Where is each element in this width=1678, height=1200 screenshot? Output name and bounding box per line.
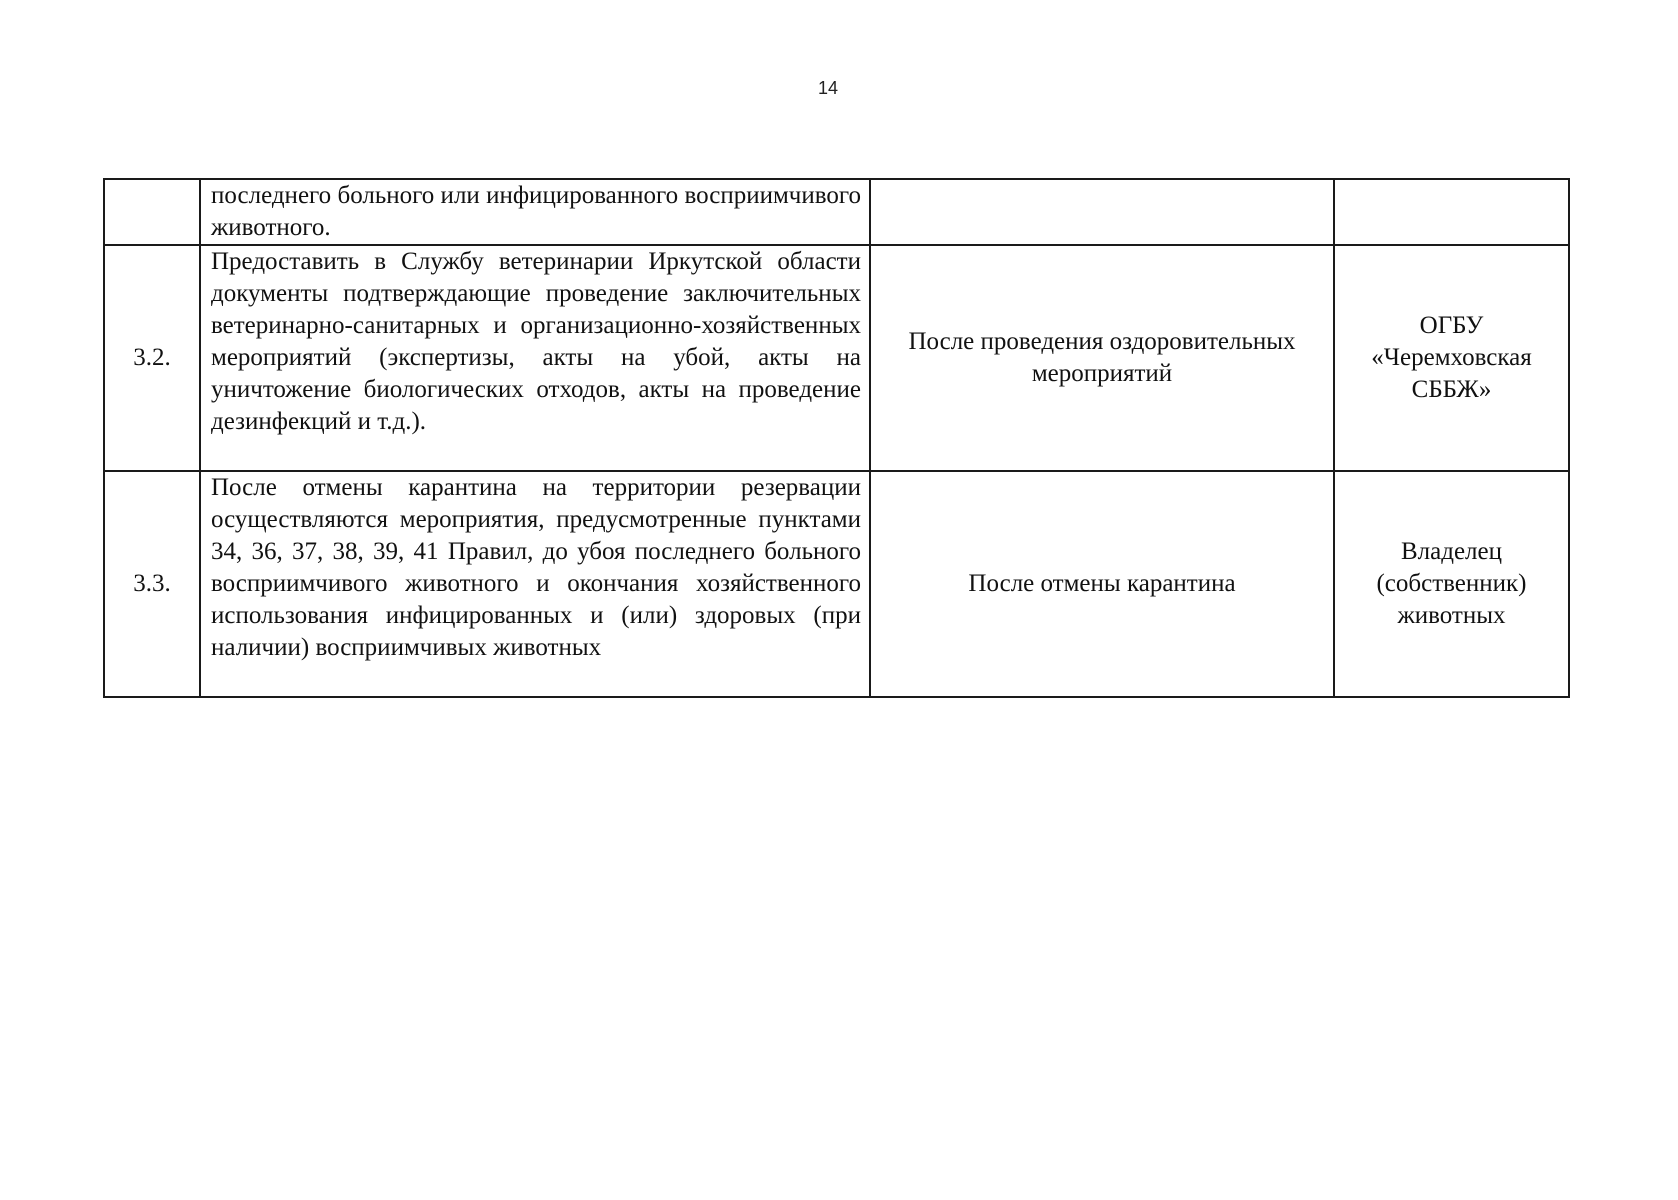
- measure-text: После отмены карантина на территории резервации осуществляются мероприятия, предусмотренные пунктами 34, 36, 37, 38, 39, 41 Правил, до убоя последнего больного восприимчивого животного и окончания хозяйственного использования инфицированных и (или) здоровых (при наличии) восприимчивых животных: [200, 471, 870, 697]
- row-number: 3.3.: [104, 471, 200, 697]
- page-number: 14: [817, 78, 839, 98]
- table-row: [104, 179, 1569, 245]
- deadline-text: После отмены карантина: [870, 471, 1334, 697]
- measures-table: [103, 178, 1570, 698]
- responsible-text: [1334, 179, 1569, 245]
- row-number: 3.2.: [104, 245, 200, 471]
- measure-text: последнего больного или инфицированного восприимчивого животного.: [200, 179, 870, 245]
- measure-text: Предоставить в Службу ветеринарии Иркутской области документы подтверждающие проведение заключительных ветеринарно-санитарных и организационно-хозяйственных мероприятий (экспертизы, акты на убой, акты на уничтожение биологических отходов, акты на проведение дезинфекций и т.д.).: [200, 245, 870, 471]
- deadline-text: [870, 179, 1334, 245]
- table-row: [104, 471, 1569, 697]
- responsible-text: ОГБУ «Черемховская СББЖ»: [1334, 245, 1569, 471]
- responsible-text: Владелец (собственник) животных: [1334, 471, 1569, 697]
- deadline-text: После проведения оздоровительных мероприятий: [870, 245, 1334, 471]
- row-number: [104, 179, 200, 245]
- table-row: [104, 245, 1569, 471]
